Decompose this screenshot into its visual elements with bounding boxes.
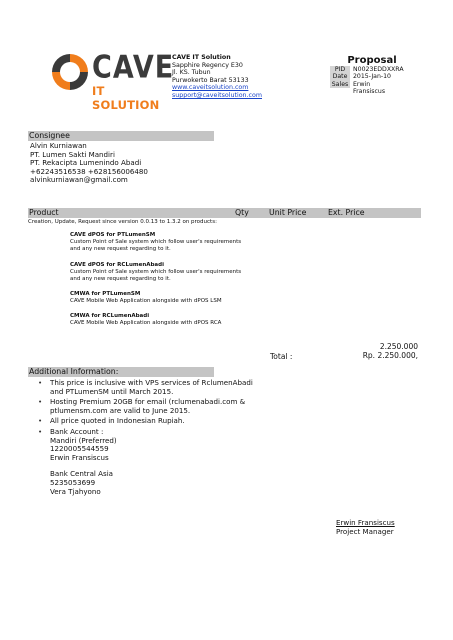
company-info [172, 54, 262, 100]
signatory-name: Erwin Fransiscus [336, 518, 395, 527]
consignee-line: alvinkurniawan@gmail.com [30, 175, 128, 185]
product-item [70, 291, 250, 305]
consignee-line: PT. Rekacipta Lumenindo Abadi [30, 158, 142, 168]
info-bullet: • Hosting Premium 20GB for email (rclumenabadi.com & ptlumensm.com are valid to June 2015. [38, 398, 253, 415]
meta-key: PID [330, 66, 350, 73]
info-bullet: • This price is inclusive with VPS services of RclumenAbadi and PTLumenSM until March 2015. [38, 379, 253, 396]
address-line: Jl. KS. Tubun [172, 69, 211, 77]
proposal-title: Proposal [347, 55, 397, 66]
product-item [70, 232, 250, 252]
address-line: Sapphire Regency E30 [172, 61, 243, 69]
logo-ring-icon [52, 54, 88, 90]
bank-line: 5235053699 [50, 477, 96, 487]
meta-key: Sales [331, 80, 349, 88]
meta-row [330, 88, 411, 95]
col-product: Product [29, 208, 59, 217]
company-name: CAVE IT Solution [172, 54, 231, 61]
info-bullet: • Bank Account : [38, 428, 253, 437]
col-ext-price: Ext. Price [328, 208, 365, 217]
product-item-title: CAVE dPOS for RCLumenAbadi [70, 262, 164, 268]
consignee-line: Alvin Kurniawan [30, 141, 87, 150]
bank-line: Erwin Fransiscus [50, 452, 109, 462]
meta-value: N0023EDDXXRA [353, 66, 404, 73]
signatory-role: Project Manager [336, 527, 394, 536]
bank-line: Vera Tjahyono [50, 486, 101, 496]
product-intro: Creation, Update, Request since version 0.0.13 to 1.3.2 on products: [28, 219, 217, 225]
product-item-desc: CAVE Mobile Web Application alongside with dPOS RCA [70, 319, 222, 326]
bank-line: Bank Central Asia [50, 469, 114, 479]
proposal-meta [330, 66, 411, 96]
product-item-desc: CAVE Mobile Web Application alongside with dPOS LSM [70, 297, 222, 304]
consignee-heading: Consignee [28, 131, 214, 141]
col-unit-price: Unit Price [269, 208, 307, 217]
additional-info-heading: Additional Information: [28, 367, 214, 377]
meta-value: Erwin [353, 80, 371, 88]
meta-key: Date [330, 73, 350, 80]
consignee-details [30, 142, 148, 185]
email-link[interactable]: support@caveitsolution.com [172, 91, 262, 99]
product-item [70, 313, 250, 327]
consignee-line: +62243516538 +628156006480 [30, 166, 148, 176]
bank-line: Mandiri (Preferred) [50, 435, 117, 445]
product-item-desc: Custom Point of Sale system which follow user's requirements and any new request regarding to it. [70, 238, 242, 252]
product-item-desc: Custom Point of Sale system which follow user's requirements and any new request regarding to it. [70, 268, 242, 282]
bank-account-bca [38, 470, 253, 496]
logo-subtitle: IT SOLUTION [92, 84, 160, 112]
address-line: Purwokerto Barat 53133 [172, 76, 249, 84]
meta-value: 2015-Jan-10 [353, 73, 391, 81]
logo-brand: CAVE [92, 50, 175, 86]
total-value: Rp. 2.250.000, [362, 351, 418, 360]
bank-line: 1220005544559 [50, 444, 109, 454]
consignee-line: PT. Lumen Sakti Mandiri [30, 149, 115, 159]
price-amounts [336, 342, 418, 360]
bank-account-mandiri [38, 437, 253, 463]
col-qty: Qty [235, 208, 249, 217]
meta-row [330, 66, 411, 73]
product-item-title: CMWA for RCLumenAbadi [70, 313, 150, 319]
ext-price-amount: 2.250.000 [379, 342, 418, 351]
product-item [70, 262, 250, 282]
product-item-title: CMWA for PTLumenSM [70, 291, 141, 297]
info-bullet: • All price quoted in Indonesian Rupiah. [38, 417, 253, 426]
meta-value: Fransiscus [353, 88, 386, 96]
product-table-header [28, 208, 421, 218]
meta-key [330, 88, 350, 95]
product-item-title: CAVE dPOS for PTLumenSM [70, 232, 156, 238]
website-link[interactable]: www.caveitsolution.com [172, 84, 249, 92]
additional-info-list [38, 379, 253, 496]
meta-row [330, 73, 411, 80]
total-label: Total : [270, 352, 293, 361]
signature-block [336, 518, 395, 536]
company-logo [48, 48, 176, 112]
meta-row [330, 81, 411, 88]
